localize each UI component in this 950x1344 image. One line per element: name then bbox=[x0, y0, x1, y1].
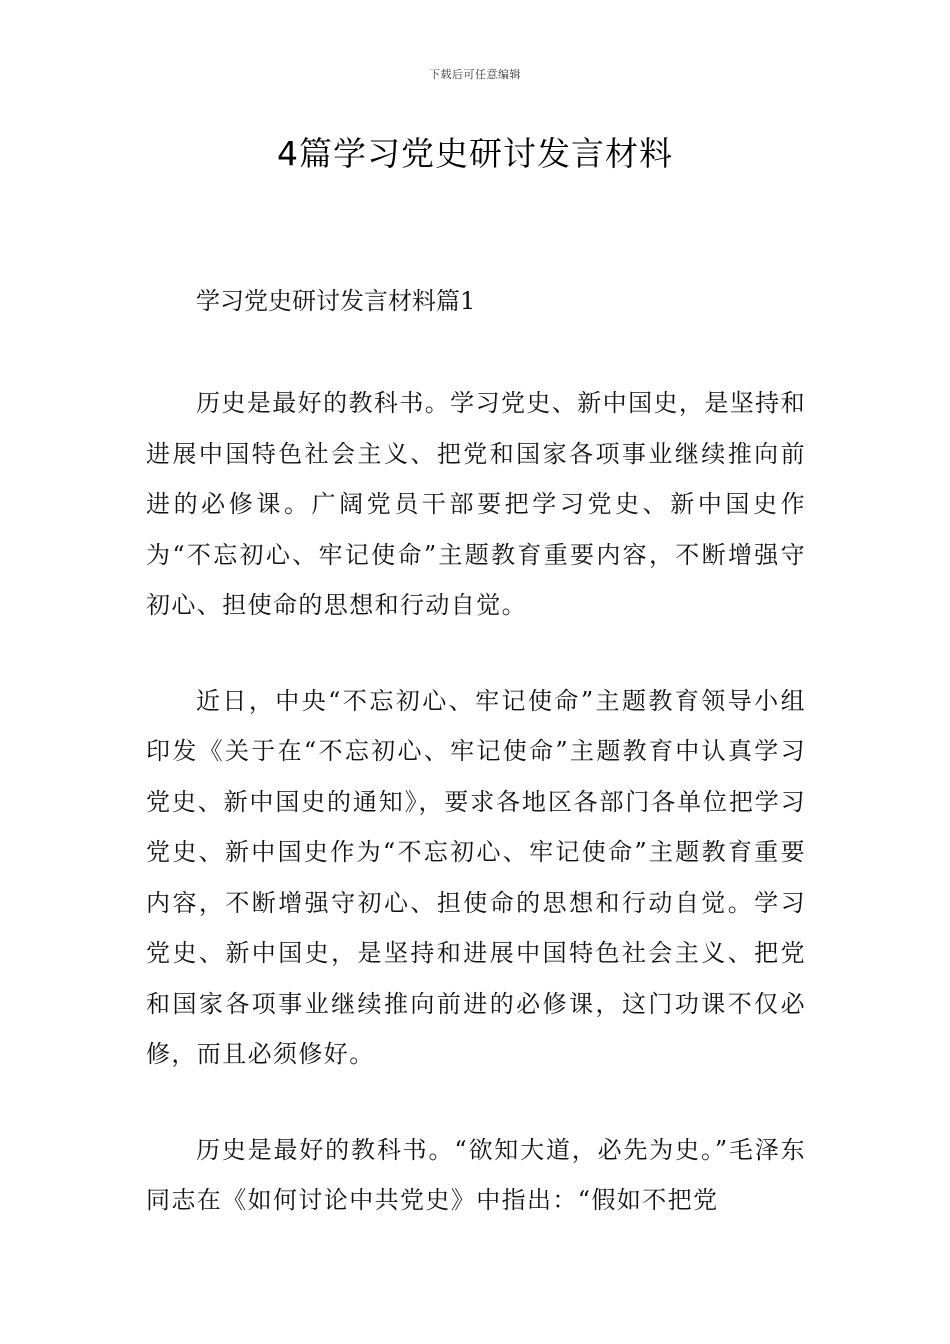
paragraph-2: 近日，中央“不忘初心、牢记使命”主题教育领导小组印发《关于在“不忘初心、牢记使命”主题教育中认真学习党史、新中国史的通知》，要求各地区各部门各单位把学习党史、新中国史作为“不忘初心、牢记使命”主题教育重要内容，不断增强守初心、担使命的思想和行动自觉。学习党史、新中国史，是坚持和进展中国特色社会主义、把党和国家各项事业继续推向前进的必修课，这门功课不仅必修，而且必须修好。 bbox=[146, 686, 806, 1068]
section-heading: 学习党史研讨发言材料篇1 bbox=[196, 287, 476, 315]
document-title: 4篇学习党史研讨发言材料 bbox=[277, 134, 673, 173]
paragraph-3: 历史是最好的教科书。“欲知大道，必先为史。”毛泽东同志在《如何讨论中共党史》中指出：“假如不把党 bbox=[146, 1135, 806, 1214]
header-note: 下载后可任意编辑 bbox=[429, 68, 521, 81]
paragraph-1: 历史是最好的教科书。学习党史、新中国史，是坚持和进展中国特色社会主义、把党和国家各项事业继续推向前进的必修课。广阔党员干部要把学习党史、新中国史作为“不忘初心、牢记使命”主题教育重要内容，不断增强守初心、担使命的思想和行动自觉。 bbox=[146, 389, 806, 619]
document-body bbox=[146, 280, 806, 1226]
